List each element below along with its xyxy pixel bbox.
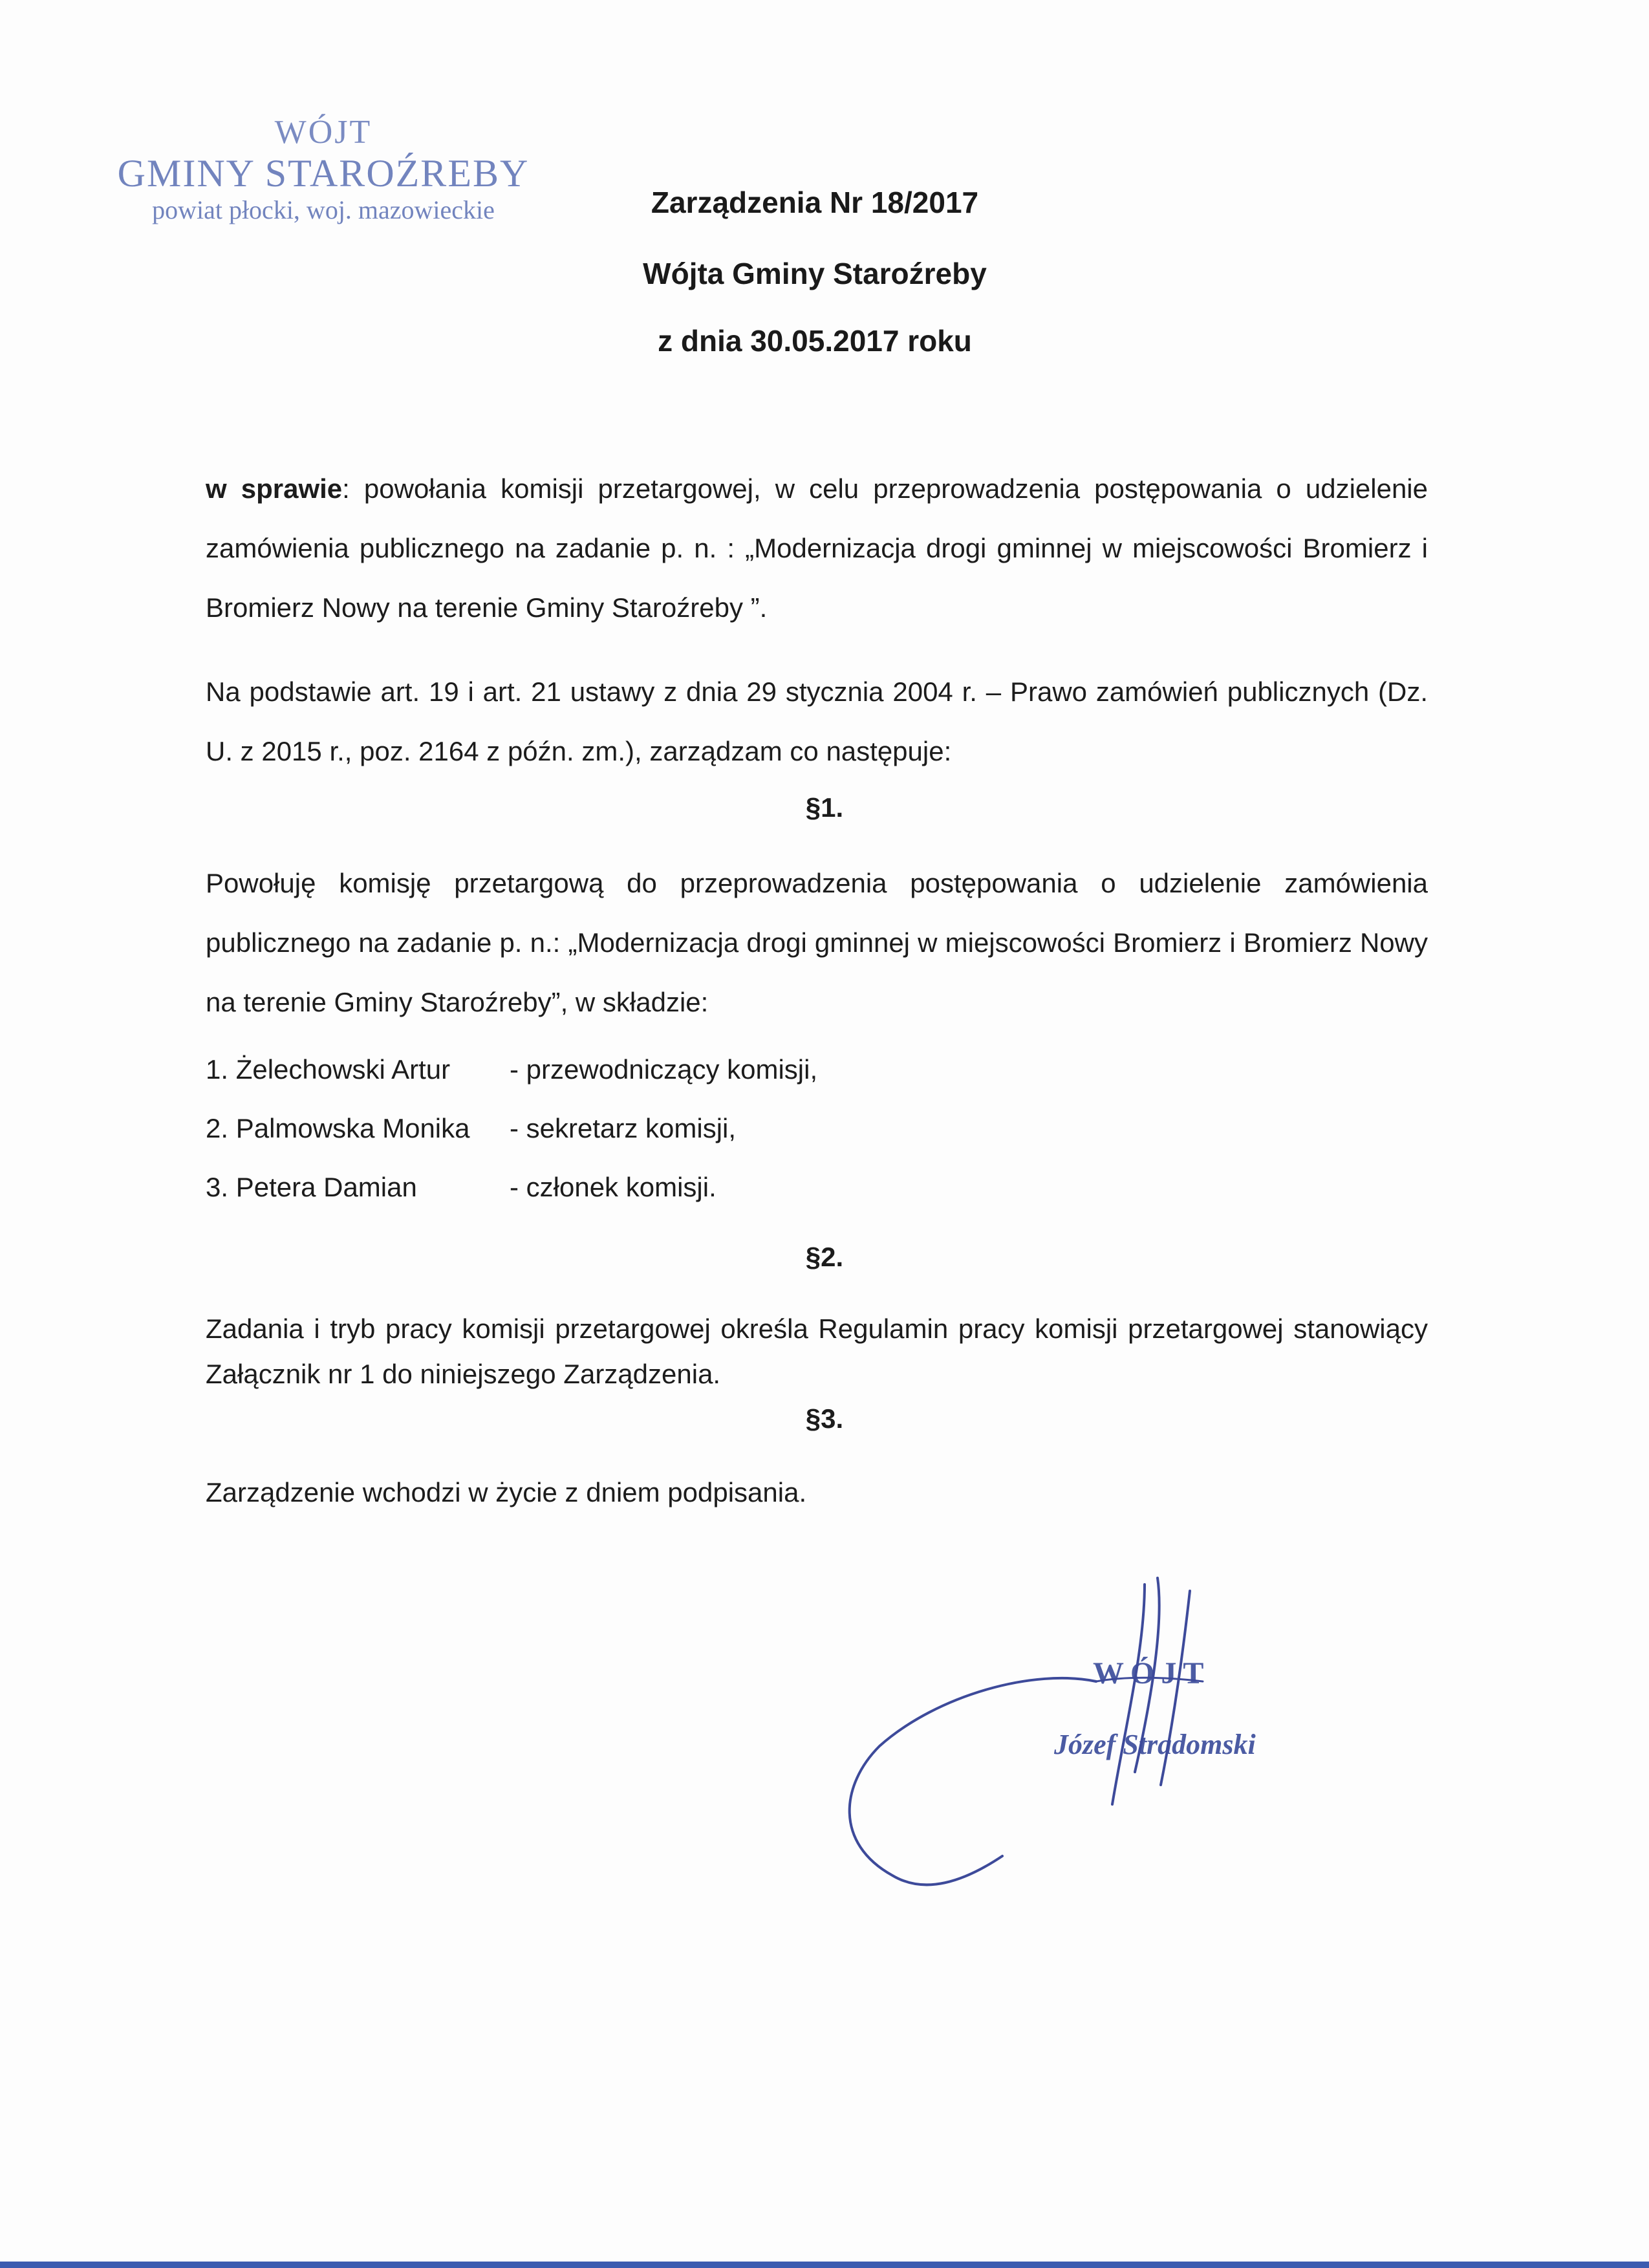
- stamp-line-1: WÓJT: [274, 114, 372, 151]
- list-item: [206, 1054, 817, 1113]
- subject-paragraph: [206, 459, 1428, 638]
- member-role: - członek komisji.: [510, 1172, 717, 1202]
- member-role: - przewodniczący komisji,: [510, 1054, 818, 1085]
- member-name: 2. Palmowska Monika: [206, 1113, 470, 1143]
- section-3-heading: §3.: [805, 1403, 844, 1434]
- signature-role: WÓJT: [1093, 1656, 1211, 1690]
- section-2-heading: §2.: [805, 1242, 844, 1272]
- legal-basis-paragraph: Na podstawie art. 19 i art. 21 ustawy z dnia 29 stycznia 2004 r. – Prawo zamówień publicznych (Dz. U. z 2015 r., poz. 2164 z późn. zm.), zarządzam co następuje:: [206, 676, 1428, 766]
- stamp-line-2: GMINY STAROŹREBY: [117, 152, 530, 195]
- office-stamp: [91, 113, 556, 226]
- signatory-name: Józef Stradomski: [1054, 1729, 1256, 1760]
- signature-block: [841, 1571, 1306, 1934]
- list-item: [206, 1113, 817, 1172]
- member-name: 3. Petera Damian: [206, 1172, 417, 1202]
- scan-edge: [0, 2262, 1649, 2268]
- document-date: z dnia 30.05.2017 roku: [658, 324, 972, 358]
- subject-text: : powołania komisji przetargowej, w celu przeprowadzenia postępowania o udzielenie zamówienia publicznego na zadanie p. n. : „Modernizacja drogi gminnej w miejscowości Bromierz i Bromierz Nowy na terenie Gminy Staroźreby ”.: [206, 473, 1428, 623]
- member-role: - sekretarz komisji,: [510, 1113, 737, 1143]
- member-name: 1. Żelechowski Artur: [206, 1054, 451, 1085]
- stamp-line-3: powiat płocki, woj. mazowieckie: [152, 195, 495, 224]
- subject-label: w sprawie: [206, 473, 343, 504]
- section-1-text: Powołuję komisję przetargową do przeprowadzenia postępowania o udzielenie zamówienia publicznego na zadanie p. n.: „Modernizacja drogi gminnej w miejscowości Bromierz i Bromierz Nowy na terenie Gminy Staroźreby”, w składzie:: [206, 868, 1428, 1017]
- document-title: Zarządzenia Nr 18/2017: [651, 186, 979, 219]
- section-1-heading: §1.: [805, 792, 844, 823]
- list-item: [206, 1172, 817, 1231]
- section-2-text: Zadania i tryb pracy komisji przetargowej określa Regulamin pracy komisji przetargowej stanowiący Załącznik nr 1 do niniejszego Zarządzenia.: [206, 1313, 1428, 1389]
- section-3-text: Zarządzenie wchodzi w życie z dniem podpisania.: [206, 1477, 807, 1507]
- committee-members-list: [206, 1054, 817, 1231]
- handwritten-signature: [841, 1571, 1306, 1934]
- document-issuer: Wójta Gminy Staroźreby: [643, 257, 987, 290]
